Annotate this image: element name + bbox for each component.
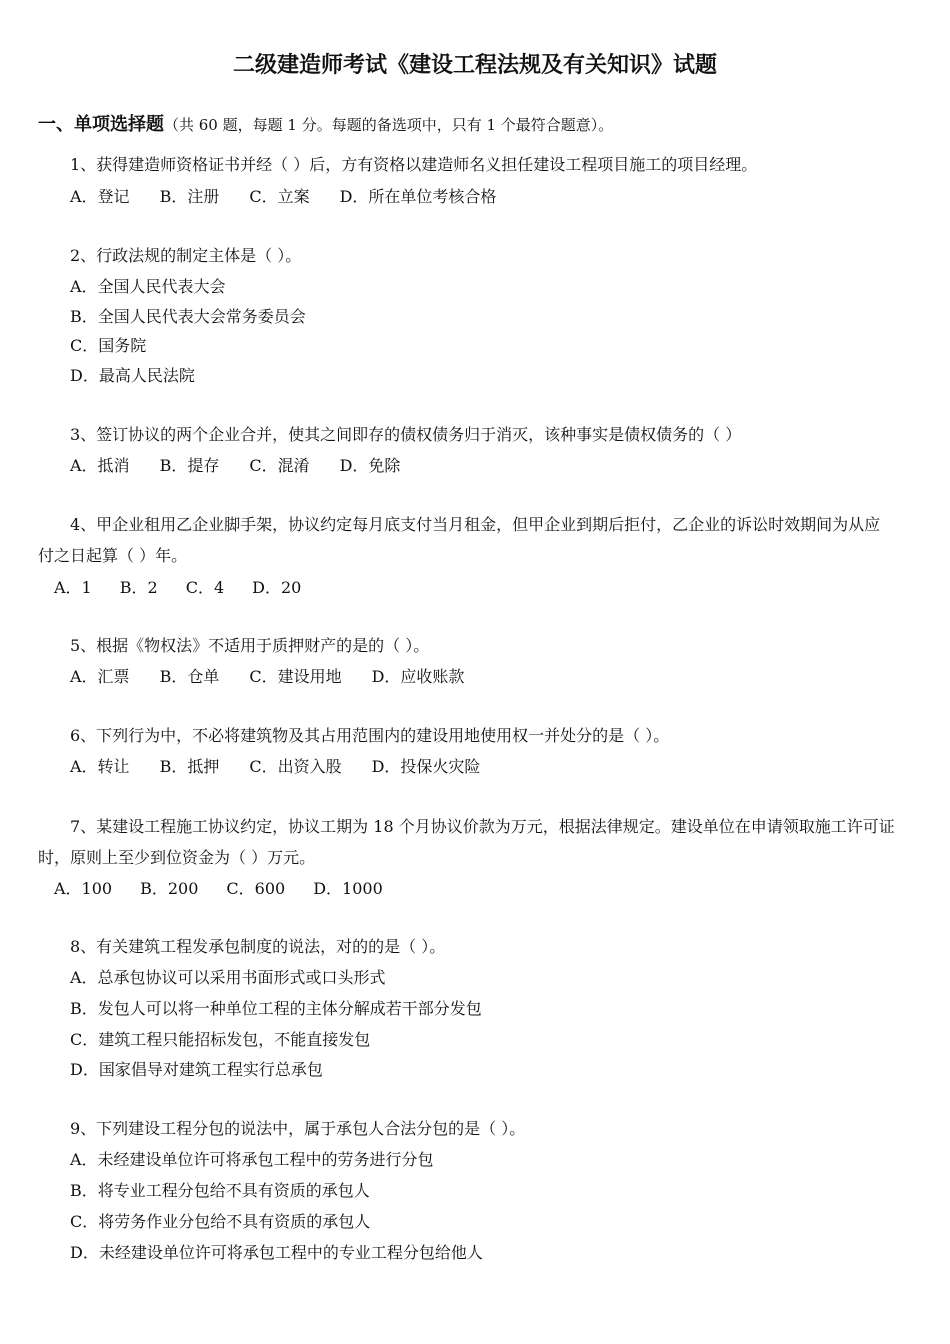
q4-option-d: D．20 <box>252 578 302 597</box>
q4-option-c: C．4 <box>185 578 225 597</box>
q2-option-c: C．国务院 <box>70 336 147 355</box>
q8-option-a: A．总承包协议可以采用书面形式或口头形式 <box>70 968 386 987</box>
q6-option-a: A．转让 <box>70 757 130 776</box>
q8-option-b: B．发包人可以将一种单位工程的主体分解成若干部分发包 <box>70 999 482 1018</box>
q9-option-b: B．将专业工程分包给不具有资质的承包人 <box>70 1181 370 1200</box>
q9-option-c: C．将劳务作业分包给不具有资质的承包人 <box>70 1212 371 1231</box>
q5-option-a: A．汇票 <box>70 667 130 686</box>
question-1-options <box>70 184 526 207</box>
q6-option-b: B．抵押 <box>159 757 220 776</box>
question-2-stem: 2、行政法规的制定主体是（ ）。 <box>70 246 302 265</box>
question-7-stem-line2: 时，原则上至少到位资金为（ ）万元。 <box>38 848 316 867</box>
q4-option-b: B．2 <box>119 578 158 597</box>
q7-option-a: A．100 <box>54 879 113 898</box>
q3-option-b: B．提存 <box>159 456 220 475</box>
question-3-options <box>70 453 430 476</box>
q2-option-b: B．全国人民代表大会常务委员会 <box>70 307 306 326</box>
question-4-stem-line2: 付之日起算（ ）年。 <box>38 546 188 565</box>
q3-option-d: D．免除 <box>339 456 401 475</box>
q3-option-a: A．抵消 <box>70 456 130 475</box>
question-1-stem: 1、获得建造师资格证书并经（ ）后，方有资格以建造师名义担任建设工程项目施工的项目经理。 <box>70 155 758 174</box>
q7-option-d: D．1000 <box>313 879 383 898</box>
q4-option-a: A．1 <box>54 578 92 597</box>
question-9-stem: 9、下列建设工程分包的说法中，属于承包人合法分包的是（ ）。 <box>70 1119 526 1138</box>
question-6-options <box>70 754 510 777</box>
section-heading-row <box>38 110 613 136</box>
question-5-stem: 5、根据《物权法》不适用于质押财产的是的（ ）。 <box>70 636 430 655</box>
q9-option-d: D．未经建设单位许可将承包工程中的专业工程分包给他人 <box>70 1243 483 1262</box>
q1-option-a: A．登记 <box>70 187 130 206</box>
question-4-options <box>54 575 329 598</box>
q1-option-b: B．注册 <box>159 187 220 206</box>
question-3-stem: 3、签订协议的两个企业合并，使其之间即存的债权债务归于消灭，该种事实是债权债务的（ ） <box>70 425 742 444</box>
q5-option-c: C．建设用地 <box>249 667 342 686</box>
q8-option-d: D．国家倡导对建筑工程实行总承包 <box>70 1060 323 1079</box>
q9-option-a: A．未经建设单位许可将承包工程中的劳务进行分包 <box>70 1150 434 1169</box>
q2-option-a: A．全国人民代表大会 <box>70 277 226 296</box>
q1-option-d: D．所在单位考核合格 <box>339 187 497 206</box>
q8-option-c: C．建筑工程只能招标发包，不能直接发包 <box>70 1030 371 1049</box>
document-title: 二级建造师考试《建设工程法规及有关知识》试题 <box>232 53 717 78</box>
question-6-stem: 6、下列行为中，不必将建筑物及其占用范围内的建设用地使用权一并处分的是（ ）。 <box>70 726 670 745</box>
question-7-stem-line1: 7、某建设工程施工协议约定，协议工期为 18 个月协议价款为万元，根据法律规定。建设单位在申请领取施工许可证 <box>70 817 895 836</box>
section-note: （共 60 题，每题 1 分。每题的备选项中，只有 1 个最符合题意）。 <box>164 116 614 134</box>
q6-option-c: C．出资入股 <box>249 757 342 776</box>
q5-option-d: D．应收账款 <box>371 667 465 686</box>
q2-option-d: D．最高人民法院 <box>70 366 195 385</box>
q3-option-c: C．混淆 <box>249 456 310 475</box>
question-8-stem: 8、有关建筑工程发承包制度的说法，对的的是（ ）。 <box>70 937 446 956</box>
question-4-stem-line1: 4、甲企业租用乙企业脚手架，协议约定每月底支付当月租金，但甲企业到期后拒付，乙企业的诉讼时效期间为从应 <box>70 515 881 534</box>
q6-option-d: D．投保火灾险 <box>371 757 481 776</box>
q7-option-c: C．600 <box>226 879 286 898</box>
q5-option-b: B．仓单 <box>159 667 220 686</box>
question-7-options <box>54 876 411 899</box>
section-heading: 一、单项选择题 <box>38 114 164 135</box>
q1-option-c: C．立案 <box>249 187 310 206</box>
q7-option-b: B．200 <box>140 879 199 898</box>
question-5-options <box>70 664 494 687</box>
